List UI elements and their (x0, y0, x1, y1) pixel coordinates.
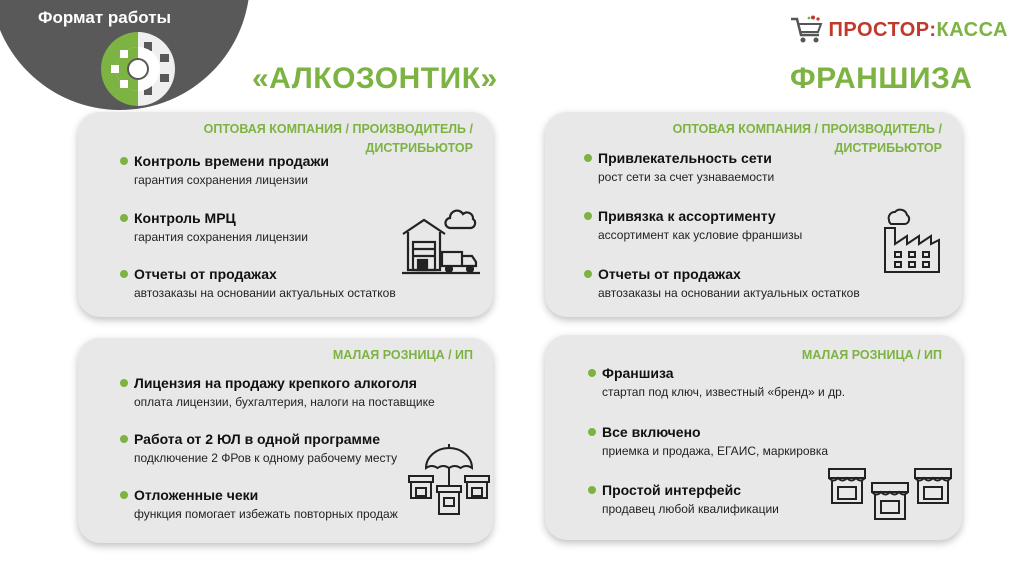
brand-logo (789, 10, 1008, 50)
bullet-icon (120, 379, 128, 387)
item-title: Простой интерфейс (602, 482, 741, 498)
column-heading-franchise: ФРАНШИЗА (790, 62, 973, 95)
bullet-icon (588, 369, 596, 377)
card-label: ОПТОВАЯ КОМПАНИЯ / ПРОИЗВОДИТЕЛЬ / ДИСТРИБЬЮТОР (203, 122, 473, 155)
item-subtitle: автозаказы на основании актуальных остатков (598, 286, 860, 300)
list-item (602, 364, 845, 400)
shops-umbrella-icon (408, 442, 490, 525)
item-title: Лицензия на продажу крепкого алкоголя (134, 375, 417, 391)
list-item (134, 209, 308, 245)
item-subtitle: стартап под ключ, известный «бренд» и др. (602, 385, 846, 399)
card-alkozontik-retail (78, 338, 493, 543)
item-subtitle: подключение 2 ФРов к одному рабочему месту (134, 451, 398, 465)
list-item (602, 481, 779, 517)
list-item (134, 265, 396, 301)
warehouse-truck-icon (400, 204, 482, 281)
card-alkozontik-wholesale (78, 112, 493, 317)
bullet-icon (584, 212, 592, 220)
section-badge (0, 0, 250, 120)
item-subtitle: автозаказы на основании актуальных остатков (134, 286, 396, 300)
column-heading-alkozontik: «АЛКОЗОНТИК» (252, 62, 498, 95)
card-franchise-retail (545, 335, 962, 540)
list-item (134, 374, 435, 410)
list-item (602, 423, 828, 459)
bullet-icon (120, 270, 128, 278)
item-title: Франшиза (602, 365, 674, 381)
item-title: Привязка к ассортименту (598, 208, 776, 224)
brand-name-separator: : (929, 18, 937, 41)
list-item (598, 149, 774, 185)
brand-name-part1: ПРОСТОР (828, 18, 930, 41)
item-title: Отчеты от продажах (598, 266, 741, 282)
card-label: МАЛАЯ РОЗНИЦА / ИП (332, 348, 473, 362)
card-label: МАЛАЯ РОЗНИЦА / ИП (801, 348, 942, 362)
section-title: Формат работы (38, 8, 172, 27)
card-franchise-wholesale (545, 112, 962, 317)
item-title: Все включено (602, 424, 701, 440)
bullet-icon (588, 486, 596, 494)
bullet-icon (120, 435, 128, 443)
brand-name-part2: КАССА (936, 18, 1008, 41)
item-subtitle: ассортимент как условие франшизы (598, 228, 803, 242)
item-title: Отложенные чеки (134, 487, 259, 503)
bullet-icon (584, 270, 592, 278)
item-subtitle: продавец любой квалификации (602, 502, 779, 516)
item-subtitle: гарантия сохранения лицензии (134, 173, 308, 187)
item-subtitle: оплата лицензии, бухгалтерия, налоги на поставщике (134, 395, 435, 409)
factory-icon (881, 204, 943, 281)
bullet-icon (588, 428, 596, 436)
card-label: ОПТОВАЯ КОМПАНИЯ / ПРОИЗВОДИТЕЛЬ / ДИСТРИБЬЮТОР (672, 122, 942, 155)
cart-icon (789, 15, 825, 45)
list-item (134, 486, 398, 522)
item-title: Привлекательность сети (598, 150, 772, 166)
list-item (134, 152, 329, 188)
bullet-icon (584, 154, 592, 162)
item-title: Контроль времени продажи (134, 153, 329, 169)
gear-icon (92, 30, 184, 108)
list-item (598, 207, 802, 243)
brand-name (829, 19, 1008, 42)
item-subtitle: рост сети за счет узнаваемости (598, 170, 775, 184)
bullet-icon (120, 491, 128, 499)
item-subtitle: приемка и продажа, ЕГАИС, маркировка (602, 444, 829, 458)
list-item (598, 265, 860, 301)
item-title: Отчеты от продажах (134, 266, 277, 282)
list-item (134, 430, 397, 466)
item-title: Работа от 2 ЮЛ в одной программе (134, 431, 381, 447)
bullet-icon (120, 157, 128, 165)
shops-icon (828, 467, 952, 528)
bullet-icon (120, 214, 128, 222)
item-title: Контроль МРЦ (134, 210, 236, 226)
item-subtitle: функция помогает избежать повторных продаж (134, 507, 398, 521)
item-subtitle: гарантия сохранения лицензии (134, 230, 308, 244)
